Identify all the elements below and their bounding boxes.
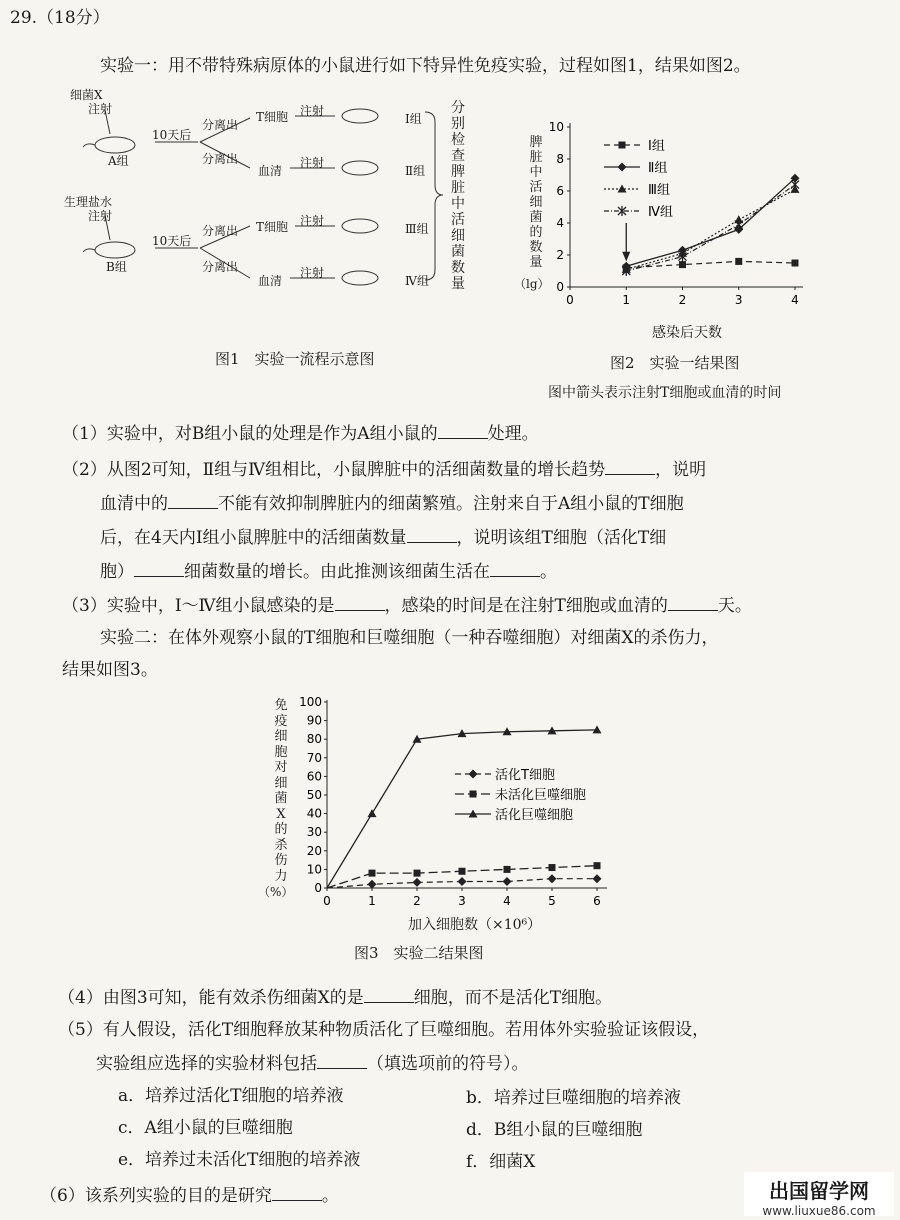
fig3-point bbox=[414, 870, 421, 877]
fig2-arrow-head bbox=[622, 252, 630, 262]
groupB-separate-bottom: 分离出 bbox=[202, 260, 239, 274]
fig2-legend-label: Ⅰ组 bbox=[648, 139, 665, 154]
fig2-legend-label: Ⅱ组 bbox=[648, 161, 668, 176]
site-url: www.liuxue86.com bbox=[762, 1204, 876, 1218]
option-b: b．培养过巨噬细胞的培养液 bbox=[466, 1088, 681, 1108]
fig2-ylabel: 脾脏中活细菌的数量 bbox=[529, 135, 543, 270]
fig3-yunit: （%） bbox=[258, 885, 294, 899]
groupB-serum: 血清 bbox=[258, 274, 283, 288]
fig2-point bbox=[791, 180, 799, 190]
figure-1-caption: 图1 实验一流程示意图 bbox=[215, 350, 375, 368]
fig3-ytick-label: 10 bbox=[306, 862, 322, 877]
question-2-line-2: 血清中的 不能有效抑制脾脏内的细菌繁殖。注射来自于A组小鼠的T细胞 bbox=[100, 494, 684, 514]
fig3-ytick-label: 70 bbox=[306, 750, 322, 765]
experiment-one-intro: 实验一：用不带特殊病原体的小鼠进行如下特异性免疫实验，过程如图1，结果如图2。 bbox=[100, 56, 751, 76]
groupB-inject-word: 注射 bbox=[88, 209, 113, 223]
fig3-xtick-label: 6 bbox=[593, 894, 601, 908]
group-I-label: Ⅰ组 bbox=[405, 112, 422, 126]
question-3: （3）实验中，Ⅰ～Ⅳ组小鼠感染的是 ，感染的时间是在注射T细胞或血清的 天。 bbox=[62, 596, 752, 616]
figure-2-note: 图中箭头表示注射T细胞或血清的时间 bbox=[548, 385, 782, 401]
option-e: e．培养过未活化T细胞的培养液 bbox=[118, 1150, 361, 1170]
fig3-legend-marker bbox=[469, 770, 478, 779]
groupA-separate-top: 分离出 bbox=[202, 118, 239, 132]
fig3-ytick-label: 50 bbox=[306, 788, 322, 802]
groupIII-inject: 注射 bbox=[300, 214, 325, 228]
fig3-ytick-label: 30 bbox=[306, 825, 322, 840]
fig3-xtick-label: 4 bbox=[503, 894, 511, 908]
fig3-ylabel: 免疫细胞对细菌X的杀伤力 bbox=[274, 698, 288, 884]
groupA-ten-days: 10天后 bbox=[152, 128, 192, 142]
fig2-legend-label: Ⅳ组 bbox=[648, 205, 673, 220]
fig2-xtick-label: 4 bbox=[791, 293, 799, 307]
fig3-ytick-label: 20 bbox=[306, 843, 322, 858]
question-2-line-1: （2）从图2可知，Ⅱ组与Ⅳ组相比，小鼠脾脏中的活细菌数量的增长趋势 ，说明 bbox=[62, 460, 707, 480]
fig3-legend-label: 活化巨噬细胞 bbox=[495, 808, 574, 823]
groupB-inject-label: 生理盐水 bbox=[64, 195, 113, 209]
fig3-ytick-label: 100 bbox=[299, 695, 322, 709]
fig3-legend-marker bbox=[470, 791, 477, 798]
fig3-xtick-label: 5 bbox=[548, 894, 556, 908]
fig3-ytick-label: 80 bbox=[306, 732, 322, 747]
q5-blank[interactable] bbox=[317, 1054, 367, 1069]
q3-blank-2[interactable] bbox=[668, 596, 718, 611]
groupA-serum: 血清 bbox=[258, 164, 283, 178]
figure-3-caption: 图3 实验二结果图 bbox=[354, 944, 484, 962]
fig3-legend-label: 未活化巨噬细胞 bbox=[495, 788, 587, 803]
question-6: （6）该系列实验的目的是研究 。 bbox=[40, 1186, 339, 1206]
fig3-point bbox=[368, 880, 377, 889]
fig2-legend-marker bbox=[618, 163, 627, 172]
fig2-ytick-label: 8 bbox=[556, 152, 564, 166]
fig3-ytick-label: 90 bbox=[306, 713, 322, 728]
fig3-xlabel: 加入细胞数（×10⁶） bbox=[408, 917, 542, 933]
option-f: f．细菌X bbox=[466, 1152, 536, 1172]
option-c: c．A组小鼠的巨噬细胞 bbox=[118, 1118, 293, 1138]
groupA-inject-label: 细菌X bbox=[70, 88, 103, 102]
fig3-xtick-label: 0 bbox=[323, 894, 331, 908]
fig3-legend-label: 活化T细胞 bbox=[495, 768, 555, 783]
fig2-legend-marker bbox=[619, 142, 626, 149]
fig2-ytick-label: 2 bbox=[556, 248, 564, 262]
q2-blank-3[interactable] bbox=[407, 528, 457, 543]
q6-blank[interactable] bbox=[272, 1186, 322, 1201]
fig2-xtick-label: 3 bbox=[734, 293, 743, 307]
question-4: （4）由图3可知，能有效杀伤细菌X的是 细胞，而不是活化T细胞。 bbox=[58, 988, 613, 1008]
fig2-xlabel: 感染后天数 bbox=[652, 325, 722, 341]
brace-vertical-text: 分别检查脾脏中活细菌数量 bbox=[451, 100, 465, 292]
fig2-yunit: （lg） bbox=[514, 277, 550, 291]
fig3-point bbox=[503, 877, 512, 886]
fig3-point bbox=[549, 864, 556, 871]
site-name: 出国留学网 bbox=[769, 1179, 869, 1203]
q2-blank-4[interactable] bbox=[134, 562, 184, 577]
fig2-ytick-label: 6 bbox=[556, 184, 564, 198]
option-a: a．培养过活化T细胞的培养液 bbox=[118, 1086, 344, 1106]
q3-blank-1[interactable] bbox=[335, 596, 385, 611]
groupB-separate-top: 分离出 bbox=[202, 224, 239, 238]
fig2-point bbox=[735, 258, 742, 265]
figure-2-caption: 图2 实验一结果图 bbox=[610, 354, 740, 372]
fig2-ytick-label: 0 bbox=[556, 280, 564, 294]
group-IV-label: Ⅳ组 bbox=[405, 274, 429, 288]
groupB-ten-days: 10天后 bbox=[152, 234, 192, 248]
question-1: （1）实验中，对B组小鼠的处理是作为A组小鼠的 处理。 bbox=[62, 424, 539, 444]
groupA-tcell: T细胞 bbox=[256, 110, 289, 124]
experiment-two-intro-2: 结果如图3。 bbox=[62, 660, 158, 680]
fig3-point bbox=[548, 874, 557, 883]
q2-blank-2[interactable] bbox=[168, 494, 218, 509]
fig3-chart bbox=[295, 690, 645, 925]
q4-blank[interactable] bbox=[364, 988, 414, 1003]
fig3-xtick-label: 1 bbox=[368, 894, 376, 908]
fig3-point bbox=[594, 862, 601, 869]
fig3-point bbox=[369, 870, 376, 877]
fig3-point bbox=[458, 877, 467, 886]
q2-blank-5[interactable] bbox=[490, 562, 540, 577]
fig2-ytick-label: 10 bbox=[548, 120, 564, 134]
groupA-label: A组 bbox=[108, 154, 129, 168]
groupIV-inject: 注射 bbox=[300, 266, 325, 280]
experiment-two-intro: 实验二：在体外观察小鼠的T细胞和巨噬细胞（一种吞噬细胞）对细菌X的杀伤力， bbox=[100, 628, 719, 648]
fig2-legend-label: Ⅲ组 bbox=[648, 183, 670, 198]
question-2-line-4: 胞） 细菌数量的增长。由此推测该细菌生活在 。 bbox=[100, 562, 557, 582]
fig2-point bbox=[792, 260, 799, 267]
groupI-inject: 注射 bbox=[300, 104, 325, 118]
fig3-ytick-label: 60 bbox=[306, 769, 322, 784]
fig3-point bbox=[368, 809, 377, 817]
fig3-point bbox=[504, 866, 511, 873]
group-II-label: Ⅱ组 bbox=[405, 164, 426, 178]
fig2-xtick-label: 1 bbox=[622, 293, 631, 307]
fig3-point bbox=[593, 874, 602, 883]
fig2-series-line bbox=[626, 261, 795, 267]
fig2-xtick-label: 0 bbox=[566, 293, 574, 307]
q1-blank[interactable] bbox=[438, 424, 488, 439]
groupA-inject-word: 注射 bbox=[88, 102, 113, 116]
groupB-label: B组 bbox=[106, 260, 127, 274]
fig2-point bbox=[679, 261, 686, 268]
fig2-point bbox=[735, 220, 743, 230]
fig3-xtick-label: 3 bbox=[458, 894, 466, 908]
fig3-ytick-label: 40 bbox=[306, 806, 322, 821]
fig3-xtick-label: 2 bbox=[413, 894, 421, 908]
fig3-point bbox=[413, 878, 422, 887]
groupA-separate-bottom: 分离出 bbox=[202, 152, 239, 166]
groupB-tcell: T细胞 bbox=[256, 220, 289, 234]
group-III-label: Ⅲ组 bbox=[405, 222, 429, 236]
question-5-line-1: （5）有人假设，活化T细胞释放某种物质活化了巨噬细胞。若用体外实验验证该假设， bbox=[58, 1020, 710, 1040]
site-logo bbox=[744, 1172, 894, 1216]
question-2-line-3: 后，在4天内Ⅰ组小鼠脾脏中的活细菌数量 ，说明该组T细胞（活化T细 bbox=[100, 528, 667, 548]
option-d: d．B组小鼠的巨噬细胞 bbox=[466, 1120, 643, 1140]
fig3-ytick-label: 0 bbox=[314, 881, 322, 895]
fig2-ytick-label: 4 bbox=[556, 216, 564, 230]
fig3-point bbox=[459, 868, 466, 875]
fig2-xtick-label: 2 bbox=[678, 293, 687, 307]
q2-blank-1[interactable] bbox=[605, 460, 655, 475]
question-5-line-2: 实验组应选择的实验材料包括 （填选项前的符号）。 bbox=[96, 1054, 529, 1074]
groupII-inject: 注射 bbox=[300, 156, 325, 170]
fig2-chart bbox=[540, 115, 830, 325]
question-number: 29.（18分） bbox=[10, 8, 110, 28]
